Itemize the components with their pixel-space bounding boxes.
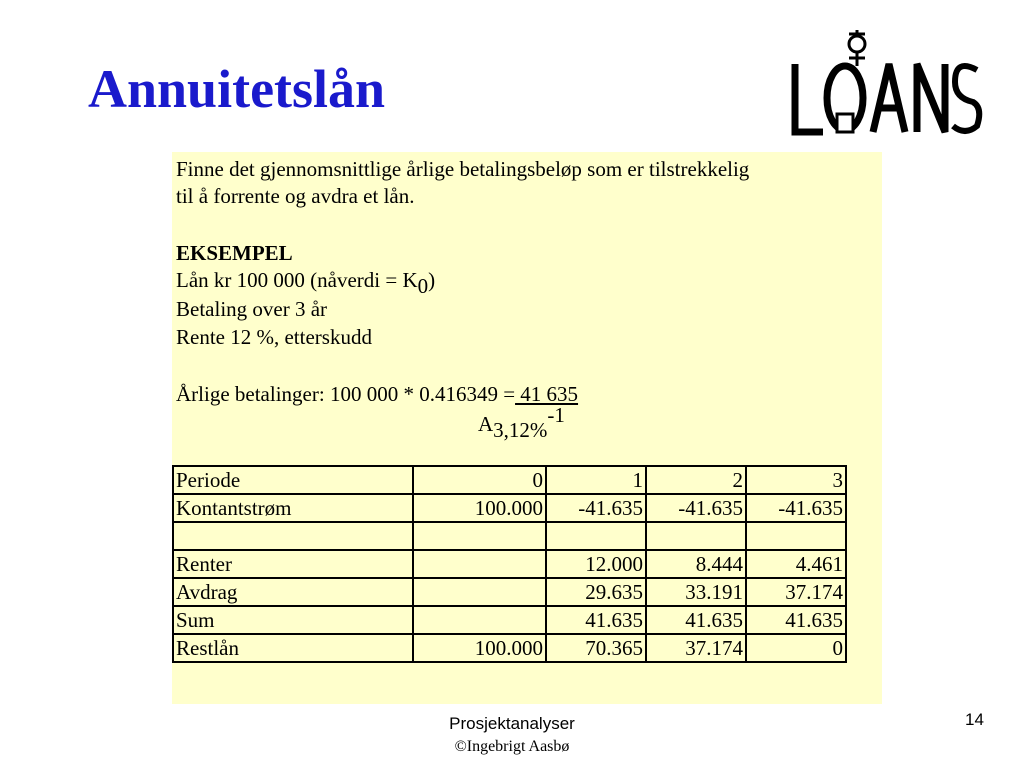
value-cell	[646, 522, 746, 550]
intro-line-2: til å forrente og avdra et lån.	[176, 184, 415, 208]
loans-logo	[785, 28, 985, 138]
annual-value: 41 635	[515, 382, 579, 406]
amortization-table	[172, 465, 847, 663]
value-cell: 2	[646, 466, 746, 494]
annuity-factor	[478, 403, 565, 442]
value-cell: 4.461	[746, 550, 846, 578]
annual-prefix: Årlige betalinger: 100 000 * 0.416349 =	[176, 382, 516, 406]
value-cell: 37.174	[746, 578, 846, 606]
annuity-subscript: 3,12%	[493, 418, 548, 442]
example-heading: EKSEMPEL	[176, 241, 293, 265]
value-cell: 41.635	[646, 606, 746, 634]
row-label-cell: Renter	[173, 550, 413, 578]
value-cell: 33.191	[646, 578, 746, 606]
value-cell: 29.635	[546, 578, 646, 606]
value-cell: 41.635	[546, 606, 646, 634]
table-row	[173, 550, 846, 578]
annuity-base: A	[478, 412, 494, 436]
intro-line-1: Finne det gjennomsnittlige årlige betalingsbeløp som er tilstrekkelig	[176, 157, 750, 181]
value-cell: 100.000	[413, 634, 546, 662]
rate-line: Rente 12 %, etterskudd	[176, 325, 372, 349]
annual-line	[176, 382, 578, 407]
value-cell: 8.444	[646, 550, 746, 578]
table-header-row	[173, 466, 846, 494]
loan-suffix: )	[428, 268, 436, 292]
row-label-cell: Kontantstrøm	[173, 494, 413, 522]
value-cell: 0	[413, 466, 546, 494]
value-cell: 0	[746, 634, 846, 662]
value-cell: -41.635	[546, 494, 646, 522]
row-label-cell: Restlån	[173, 634, 413, 662]
value-cell: 70.365	[546, 634, 646, 662]
row-label-cell: Periode	[173, 466, 413, 494]
value-cell: 100.000	[413, 494, 546, 522]
table-row	[173, 522, 846, 550]
payment-line: Betaling over 3 år	[176, 297, 328, 321]
table-row	[173, 578, 846, 606]
value-cell	[413, 522, 546, 550]
value-cell: 1	[546, 466, 646, 494]
value-cell	[413, 550, 546, 578]
page-number: 14	[965, 710, 984, 729]
table-row	[173, 606, 846, 634]
row-label-cell	[173, 522, 413, 550]
table-row	[173, 634, 846, 662]
value-cell	[546, 522, 646, 550]
footer-course: Prosjektanalyser	[449, 714, 575, 733]
value-cell	[413, 606, 546, 634]
value-cell: 12.000	[546, 550, 646, 578]
footer-copyright: ©Ingebrigt Aasbø	[454, 738, 570, 755]
loan-prefix: Lån kr 100 000 (nåverdi = K	[176, 268, 418, 292]
loan-line	[176, 268, 436, 298]
slide-title: Annuitetslån	[88, 59, 386, 119]
value-cell: -41.635	[646, 494, 746, 522]
value-cell: -41.635	[746, 494, 846, 522]
value-cell	[413, 578, 546, 606]
value-cell	[746, 522, 846, 550]
table-row	[173, 494, 846, 522]
loan-subscript: 0	[417, 274, 429, 298]
row-label-cell: Sum	[173, 606, 413, 634]
value-cell: 41.635	[746, 606, 846, 634]
value-cell: 3	[746, 466, 846, 494]
value-cell: 37.174	[646, 634, 746, 662]
row-label-cell: Avdrag	[173, 578, 413, 606]
annuity-superscript: -1	[547, 403, 565, 427]
